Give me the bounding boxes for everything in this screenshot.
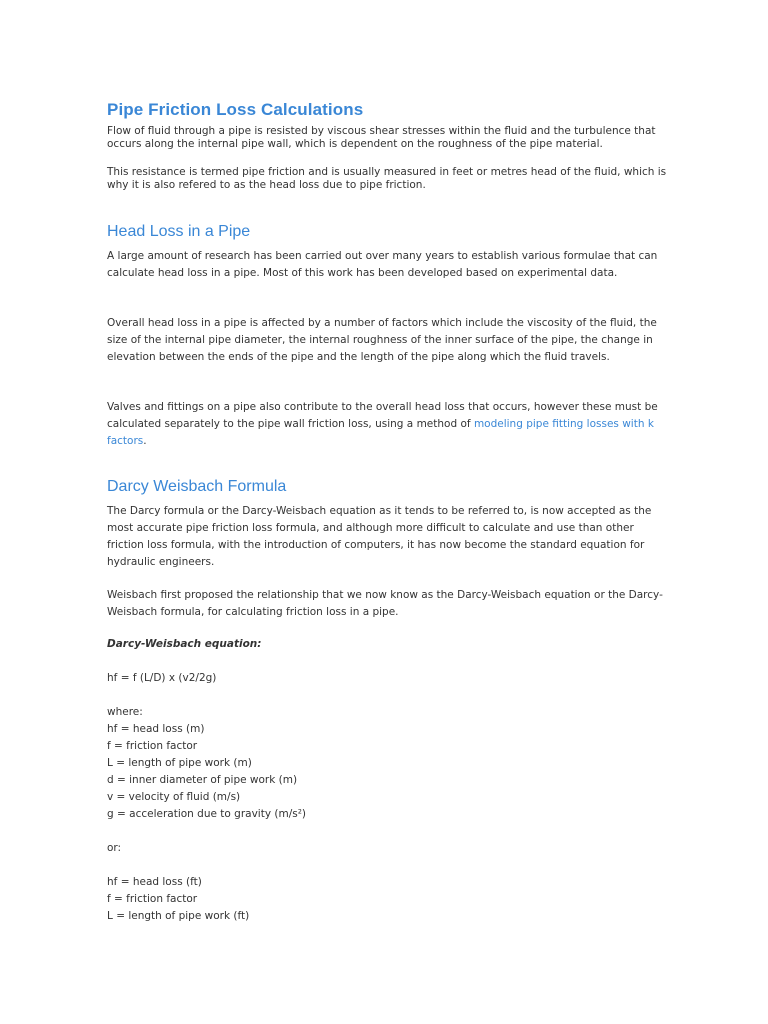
- or-label: or:: [107, 842, 122, 854]
- head-loss-paragraph-3-end: .: [143, 435, 147, 447]
- definition-line: f = friction factor: [107, 893, 198, 905]
- darcy-paragraph-2: Weisbach first proposed the relationship that we now know as the Darcy-Weisbach equation or the Darcy-Weisbach formula, for calculating friction loss in a pipe.: [107, 589, 663, 618]
- equation-label: Darcy-Weisbach equation:: [107, 638, 262, 650]
- head-loss-paragraph-3: [107, 399, 667, 450]
- intro-paragraph-1: Flow of fluid through a pipe is resisted by viscous shear stresses within the fluid and the turbulence that occurs along the internal pipe wall, which is dependent on the roughness of the pipe material.: [107, 125, 656, 150]
- definition-line: hf = head loss (m): [107, 723, 205, 735]
- definition-line: g = acceleration due to gravity (m/s²): [107, 808, 307, 820]
- definition-line: v = velocity of fluid (m/s): [107, 791, 241, 803]
- definitions-imperial: [107, 874, 667, 925]
- where-label: where:: [107, 706, 143, 718]
- intro-paragraph-2: This resistance is termed pipe friction and is usually measured in feet or metres head of the fluid, which is why it is also refered to as the head loss due to pipe friction.: [107, 166, 667, 191]
- definition-line: L = length of pipe work (ft): [107, 910, 250, 922]
- section-heading-darcy: Darcy Weisbach Formula: [107, 478, 287, 495]
- fitting-losses-link[interactable]: modeling pipe fitting losses with k factors: [107, 418, 654, 447]
- definition-line: f = friction factor: [107, 740, 198, 752]
- definition-line: hf = head loss (ft): [107, 876, 202, 888]
- definitions-metric: [107, 721, 667, 823]
- equation: hf = f (L/D) x (v2/2g): [107, 672, 217, 684]
- head-loss-paragraph-3-text: Valves and fittings on a pipe also contribute to the overall head loss that occurs, however these must be calculated separately to the pipe wall friction loss, using a method of: [107, 401, 658, 430]
- darcy-paragraph-1: The Darcy formula or the Darcy-Weisbach equation as it tends to be referred to, is now accepted as the most accurate pipe friction loss formula, and although more difficult to calculate and use than other friction loss formula, with the introduction of computers, it has now become the standard equation for hydraulic engineers.: [107, 505, 652, 568]
- section-heading-head-loss: Head Loss in a Pipe: [107, 223, 251, 240]
- page-title: Pipe Friction Loss Calculations: [107, 100, 364, 119]
- head-loss-paragraph-1: A large amount of research has been carried out over many years to establish various formulae that can calculate head loss in a pipe. Most of this work has been developed based on experimental data.: [107, 250, 658, 279]
- definition-line: d = inner diameter of pipe work (m): [107, 774, 298, 786]
- head-loss-paragraph-2: Overall head loss in a pipe is affected by a number of factors which include the viscosity of the fluid, the size of the internal pipe diameter, the internal roughness of the inner surface of the pipe, the change in elevation between the ends of the pipe and the length of the pipe along which the fluid travels.: [107, 317, 657, 363]
- definition-line: L = length of pipe work (m): [107, 757, 252, 769]
